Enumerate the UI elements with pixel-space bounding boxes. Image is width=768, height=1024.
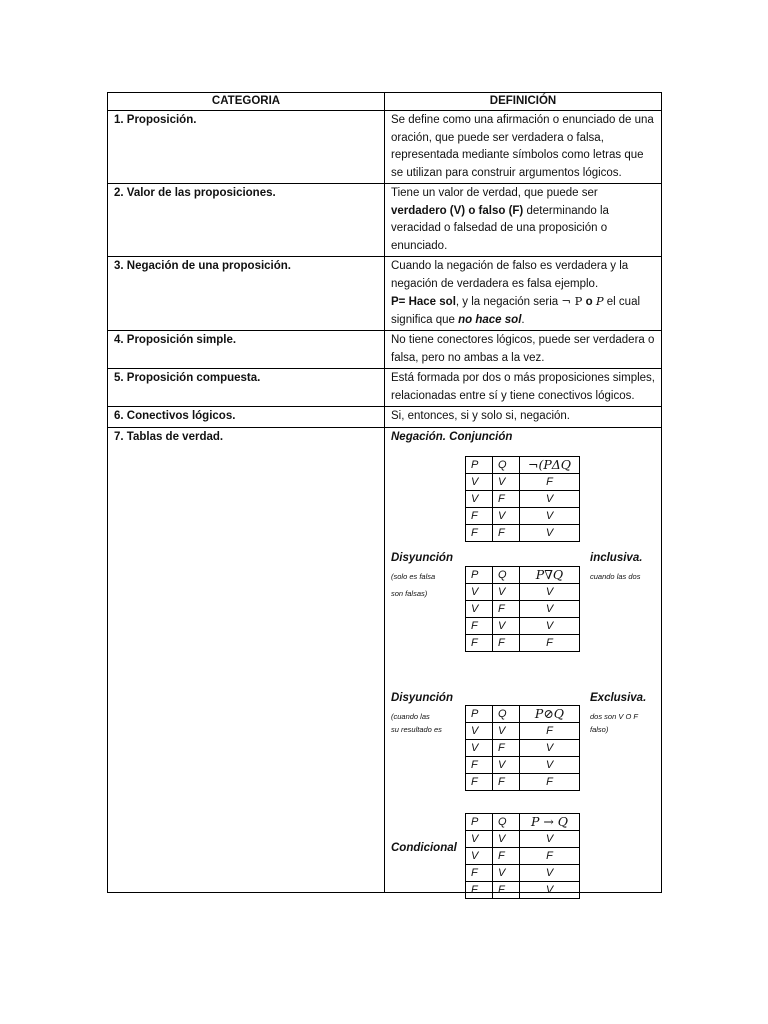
disyuncion-inclusiva-label-left: Disyunción: [391, 551, 453, 564]
table-row: [108, 331, 662, 369]
exclusiva-note-right-1: dos son V O F: [590, 711, 638, 721]
cell-result: F: [520, 473, 580, 490]
header-q: Q: [493, 705, 520, 722]
header-q: Q: [493, 813, 520, 830]
cell-q: V: [493, 583, 520, 600]
truth-tables-title: Negación. Conjunción: [391, 430, 513, 443]
cell-p: F: [466, 524, 493, 541]
truth-table-row: [466, 773, 580, 790]
cell-p: V: [466, 583, 493, 600]
truth-table-header-row: [466, 705, 580, 722]
table-row: [108, 407, 662, 428]
cell-result: F: [520, 847, 580, 864]
truth-table-condicional: [465, 813, 580, 899]
cell-q: V: [493, 617, 520, 634]
truth-table-header-row: [466, 813, 580, 830]
cell-result: V: [520, 524, 580, 541]
cell-result: V: [520, 881, 580, 898]
truth-table-header-row: [466, 566, 580, 583]
exclusiva-note-left-2: su resultado es: [391, 724, 442, 734]
cell-p: V: [466, 830, 493, 847]
truth-table-row: [466, 490, 580, 507]
cell-p: V: [466, 473, 493, 490]
cell-q: F: [493, 847, 520, 864]
definition-cell: Se define como una afirmación o enunciado de una oración, que puede ser verdadera o falsa, representada mediante símbolos como letras que se utilizan para construir argumentos lógicos.: [385, 111, 662, 184]
cell-p: V: [466, 739, 493, 756]
cell-p: F: [466, 773, 493, 790]
header-expression: ¬(PΔQ: [520, 456, 580, 473]
cell-q: V: [493, 864, 520, 881]
cell-q: V: [493, 830, 520, 847]
header-p: P: [466, 456, 493, 473]
header-expression: P → Q: [520, 813, 580, 830]
cell-q: F: [493, 634, 520, 651]
cell-q: F: [493, 600, 520, 617]
truth-tables-cell: [385, 427, 662, 896]
inclusiva-note-left-2: son falsas): [391, 588, 428, 598]
truth-table-row: [466, 722, 580, 739]
concepts-table: [107, 92, 662, 896]
truth-table-row: [466, 864, 580, 881]
truth-table-negation-conjunction: [465, 456, 580, 542]
cell-result: V: [520, 507, 580, 524]
table-row: [108, 111, 662, 184]
table-row: [108, 184, 662, 257]
header-q: Q: [493, 566, 520, 583]
header-row: [108, 93, 662, 111]
cell-p: V: [466, 847, 493, 864]
cell-result: V: [520, 583, 580, 600]
header-p: P: [466, 813, 493, 830]
definition-cell: Si, entonces, si y solo si, negación.: [385, 407, 662, 428]
truth-table-header-row: [466, 456, 580, 473]
definition-bold-text: P= Hace sol: [391, 296, 456, 308]
cell-result: V: [520, 756, 580, 773]
proposition-symbol: P: [595, 294, 604, 308]
definition-text: Cuando la negación de falso es verdadera y la negación de verdadera es falsa ejemplo.: [391, 260, 629, 290]
inclusiva-note-left-1: (solo es falsa: [391, 571, 436, 581]
cell-p: F: [466, 881, 493, 898]
cell-p: V: [466, 722, 493, 739]
category-cell: 2. Valor de las proposiciones.: [108, 184, 385, 257]
header-expression: P∇Q: [520, 566, 580, 583]
definition-text: , y la negación seria: [455, 296, 562, 308]
header-p: P: [466, 566, 493, 583]
cell-q: V: [493, 507, 520, 524]
disyuncion-exclusiva-label-left: Disyunción: [391, 691, 453, 704]
condicional-label: Condicional: [391, 841, 457, 854]
category-cell: 1. Proposición.: [108, 111, 385, 184]
definition-bold-italic-text: no hace sol: [458, 313, 522, 326]
definition-text: determinando la veracidad o falsedad de una proposición o enunciado.: [391, 204, 609, 252]
cell-q: V: [493, 722, 520, 739]
cell-result: V: [520, 830, 580, 847]
cell-result: F: [520, 634, 580, 651]
header-definicion: DEFINICIÓN: [385, 93, 662, 111]
category-cell: 6. Conectivos lógicos.: [108, 407, 385, 428]
cell-p: F: [466, 507, 493, 524]
disyuncion-inclusiva-label-right: inclusiva.: [590, 551, 643, 564]
category-cell: 4. Proposición simple.: [108, 331, 385, 369]
header-p: P: [466, 705, 493, 722]
cell-result: V: [520, 864, 580, 881]
disyuncion-exclusiva-label-right: Exclusiva.: [590, 691, 647, 704]
definition-bold-text: o: [582, 296, 596, 308]
category-cell: 7. Tablas de verdad.: [108, 427, 385, 892]
definition-text: el cual significa que: [391, 296, 641, 326]
truth-table-row: [466, 600, 580, 617]
definition-text: Tiene un valor de verdad, que puede ser: [391, 187, 598, 199]
exclusiva-note-left-1: (cuando las: [391, 711, 430, 721]
definition-bold-text: verdadero (V) o falso (F): [391, 204, 524, 217]
inclusiva-note-right: cuando las dos: [590, 571, 641, 581]
category-cell: 5. Proposición compuesta.: [108, 369, 385, 407]
cell-q: F: [493, 524, 520, 541]
truth-table-row: [466, 847, 580, 864]
truth-table-row: [466, 634, 580, 651]
cell-q: F: [493, 490, 520, 507]
truth-table-row: [466, 524, 580, 541]
table-row: [108, 427, 662, 892]
truth-table-row: [466, 617, 580, 634]
header-categoria: CATEGORIA: [108, 93, 385, 111]
definition-cell: [385, 257, 662, 331]
table-row: [108, 257, 662, 331]
truth-table-row: [466, 739, 580, 756]
exclusiva-note-right-2: falso): [590, 724, 609, 734]
cell-result: V: [520, 739, 580, 756]
cell-result: V: [520, 490, 580, 507]
cell-q: F: [493, 739, 520, 756]
cell-result: F: [520, 722, 580, 739]
truth-table-row: [466, 583, 580, 600]
cell-result: V: [520, 600, 580, 617]
cell-p: F: [466, 864, 493, 881]
cell-q: V: [493, 473, 520, 490]
definition-cell: Está formada por dos o más proposiciones simples, relacionadas entre sí y tiene conectivos lógicos.: [385, 369, 662, 407]
cell-q: F: [493, 881, 520, 898]
truth-table-row: [466, 830, 580, 847]
cell-result: V: [520, 617, 580, 634]
truth-table-row: [466, 881, 580, 898]
truth-table-row: [466, 756, 580, 773]
table-row: [108, 369, 662, 407]
truth-table-disyuncion-inclusiva: [465, 566, 580, 652]
cell-p: F: [466, 756, 493, 773]
definition-text: .: [521, 313, 525, 326]
cell-p: F: [466, 617, 493, 634]
definition-cell: No tiene conectores lógicos, puede ser verdadera o falsa, pero no ambas a la vez.: [385, 331, 662, 369]
cell-p: V: [466, 600, 493, 617]
truth-table-row: [466, 507, 580, 524]
definition-cell: [385, 184, 662, 257]
cell-result: F: [520, 773, 580, 790]
header-expression: P⊘Q: [520, 705, 580, 722]
header-q: Q: [493, 456, 520, 473]
truth-table-row: [466, 473, 580, 490]
negation-symbol: ¬ P: [561, 294, 583, 308]
category-cell: 3. Negación de una proposición.: [108, 257, 385, 331]
cell-p: V: [466, 490, 493, 507]
truth-table-disyuncion-exclusiva: [465, 705, 580, 791]
cell-p: F: [466, 634, 493, 651]
cell-q: V: [493, 756, 520, 773]
cell-q: F: [493, 773, 520, 790]
